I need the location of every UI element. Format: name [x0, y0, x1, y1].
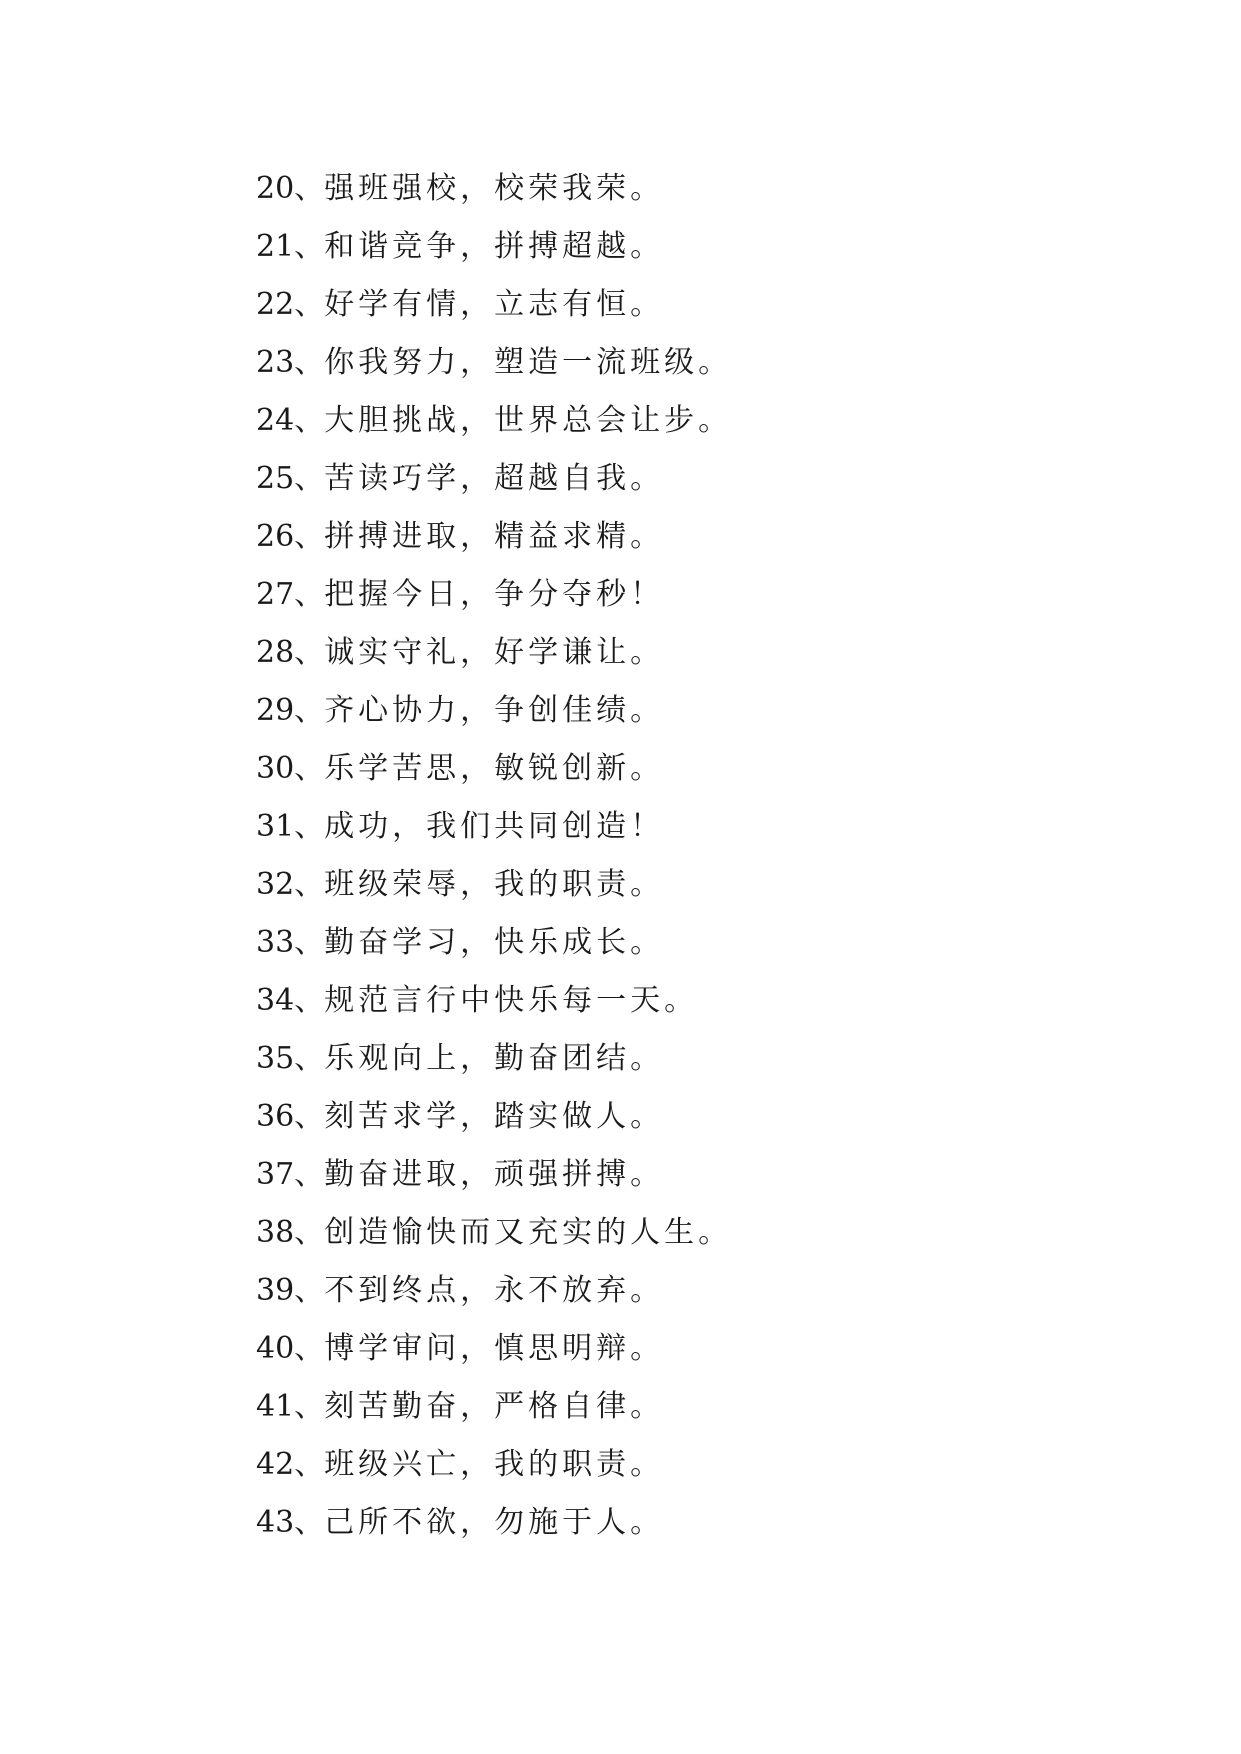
- item-number: 34、: [256, 983, 325, 1018]
- item-text: 己所不欲，勿施于人。: [324, 1505, 665, 1540]
- item-text: 刻苦勤奋，严格自律。: [324, 1389, 665, 1424]
- item-text: 成功，我们共同创造！: [324, 809, 665, 844]
- list-item: [256, 740, 732, 798]
- list-item: [256, 1146, 732, 1204]
- item-text: 你我努力，塑造一流班级。: [324, 345, 733, 380]
- item-text: 班级荣辱，我的职责。: [324, 867, 665, 902]
- item-number: 30、: [256, 751, 325, 786]
- list-item: [256, 1494, 732, 1552]
- item-number: 35、: [256, 1041, 325, 1076]
- list-item: [256, 1436, 732, 1494]
- list-item: [256, 160, 732, 218]
- list-item: [256, 624, 732, 682]
- list-item: [256, 682, 732, 740]
- item-number: 33、: [256, 925, 325, 960]
- item-text: 拼搏进取，精益求精。: [324, 519, 665, 554]
- item-number: 41、: [256, 1389, 325, 1424]
- list-item: [256, 218, 732, 276]
- item-number: 36、: [256, 1099, 325, 1134]
- list-item: [256, 392, 732, 450]
- list-item: [256, 1320, 732, 1378]
- slogan-list: [256, 160, 732, 1552]
- item-text: 强班强校，校荣我荣。: [324, 171, 665, 206]
- item-text: 诚实守礼，好学谦让。: [324, 635, 665, 670]
- item-number: 29、: [256, 693, 325, 728]
- item-number: 23、: [256, 345, 325, 380]
- item-number: 25、: [256, 461, 325, 496]
- item-number: 22、: [256, 287, 325, 322]
- item-text: 不到终点，永不放弃。: [324, 1273, 665, 1308]
- list-item: [256, 566, 732, 624]
- item-text: 规范言行中快乐每一天。: [324, 983, 699, 1018]
- list-item: [256, 1262, 732, 1320]
- list-item: [256, 914, 732, 972]
- item-number: 43、: [256, 1505, 325, 1540]
- item-number: 28、: [256, 635, 325, 670]
- item-number: 21、: [256, 229, 325, 264]
- item-text: 刻苦求学，踏实做人。: [324, 1099, 665, 1134]
- list-item: [256, 450, 732, 508]
- item-text: 大胆挑战，世界总会让步。: [324, 403, 733, 438]
- list-item: [256, 1030, 732, 1088]
- item-number: 39、: [256, 1273, 325, 1308]
- list-item: [256, 856, 732, 914]
- item-text: 把握今日，争分夺秒！: [324, 577, 665, 612]
- item-number: 40、: [256, 1331, 325, 1366]
- item-text: 齐心协力，争创佳绩。: [324, 693, 665, 728]
- item-number: 27、: [256, 577, 325, 612]
- item-text: 班级兴亡，我的职责。: [324, 1447, 665, 1482]
- item-text: 苦读巧学，超越自我。: [324, 461, 665, 496]
- item-text: 乐观向上，勤奋团结。: [324, 1041, 665, 1076]
- item-number: 24、: [256, 403, 325, 438]
- item-text: 博学审问，慎思明辩。: [324, 1331, 665, 1366]
- item-number: 32、: [256, 867, 325, 902]
- item-text: 乐学苦思，敏锐创新。: [324, 751, 665, 786]
- list-item: [256, 1088, 732, 1146]
- list-item: [256, 276, 732, 334]
- item-text: 勤奋学习，快乐成长。: [324, 925, 665, 960]
- item-number: 20、: [256, 171, 325, 206]
- item-text: 和谐竞争，拼搏超越。: [324, 229, 665, 264]
- item-number: 42、: [256, 1447, 325, 1482]
- list-item: [256, 798, 732, 856]
- item-number: 38、: [256, 1215, 325, 1250]
- item-text: 勤奋进取，顽强拼搏。: [324, 1157, 665, 1192]
- item-number: 37、: [256, 1157, 325, 1192]
- list-item: [256, 972, 732, 1030]
- list-item: [256, 334, 732, 392]
- item-text: 好学有情，立志有恒。: [324, 287, 665, 322]
- list-item: [256, 508, 732, 566]
- item-number: 26、: [256, 519, 325, 554]
- list-item: [256, 1378, 732, 1436]
- list-item: [256, 1204, 732, 1262]
- item-number: 31、: [256, 809, 325, 844]
- item-text: 创造愉快而又充实的人生。: [324, 1215, 733, 1250]
